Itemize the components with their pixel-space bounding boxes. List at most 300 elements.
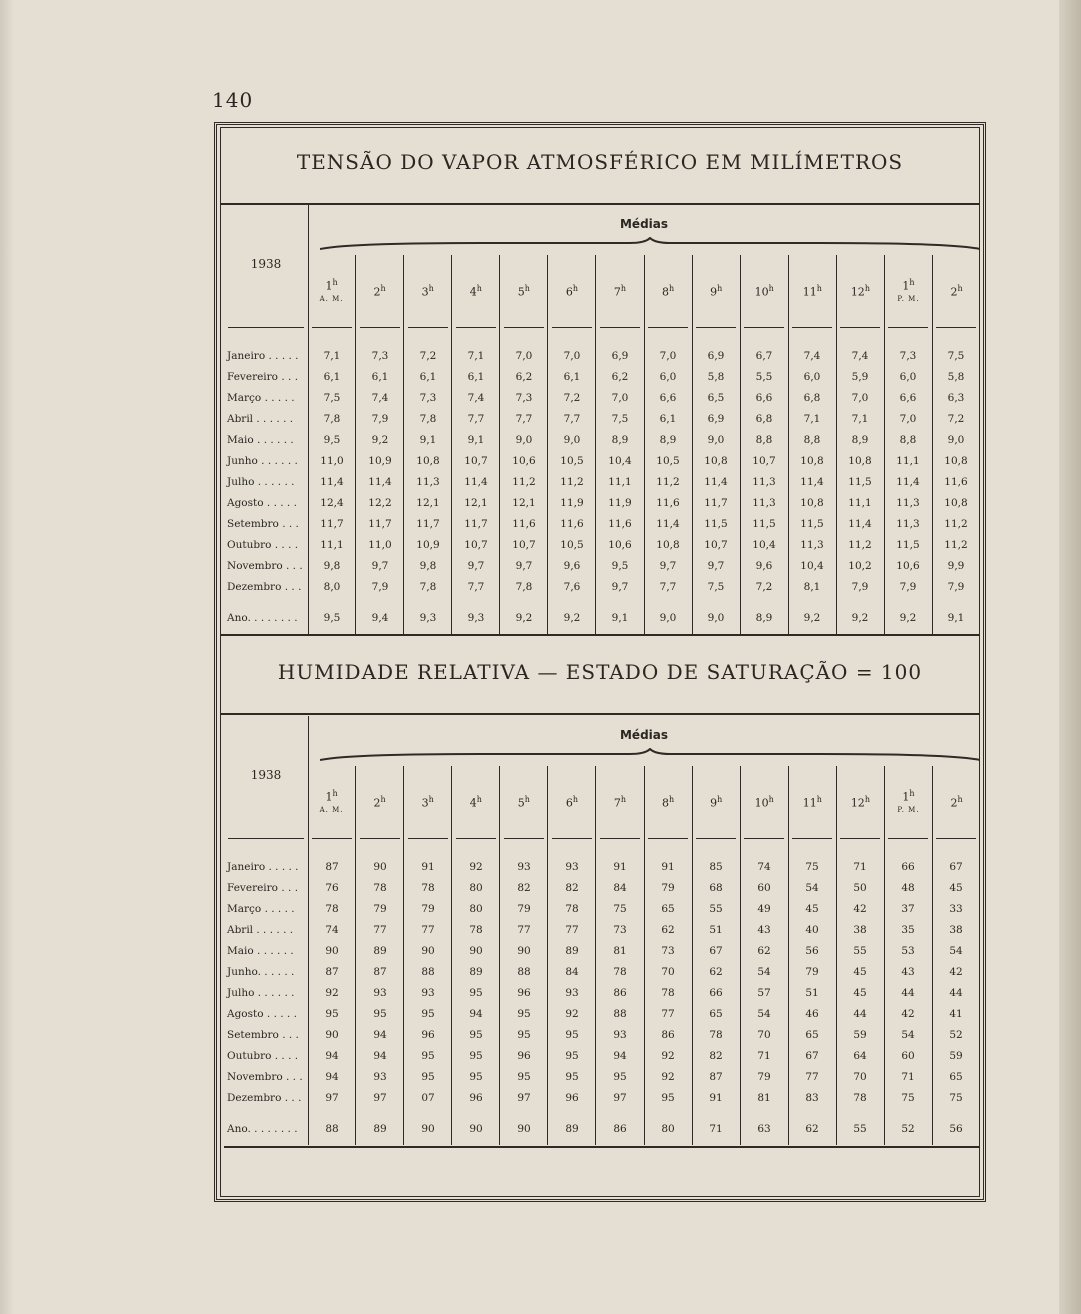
- ampm-marker: A. M.: [319, 294, 344, 303]
- table-cell: 87: [325, 860, 339, 873]
- month-label: Setembro . . .: [227, 517, 299, 530]
- table-cell: 6,1: [323, 370, 341, 383]
- table-cell: 8,8: [899, 433, 917, 446]
- table-cell: 77: [661, 1007, 675, 1020]
- table-cell: 6,8: [803, 391, 821, 404]
- table-cell: 80: [661, 1122, 675, 1135]
- hour-suffix: h: [816, 795, 822, 805]
- table-cell: 79: [661, 881, 675, 894]
- page-number: 140: [212, 88, 254, 112]
- underline-segment: [228, 327, 304, 328]
- table-cell: 8,9: [611, 433, 629, 446]
- table-cell: 9,2: [515, 611, 533, 624]
- table-row: [224, 366, 980, 387]
- row-values: [308, 1071, 980, 1083]
- table-cell: 12,1: [416, 496, 440, 509]
- table-cell: 9,6: [755, 559, 773, 572]
- table-cell: 68: [709, 881, 723, 894]
- row-values: [308, 518, 980, 530]
- table-cell: 11,5: [752, 517, 776, 530]
- table-cell: 77: [517, 923, 531, 936]
- table-cell: 83: [805, 1091, 819, 1104]
- hour-suffix: h: [524, 795, 530, 805]
- table-cell: 9,6: [563, 559, 581, 572]
- table-cell: 46: [805, 1007, 819, 1020]
- table-cell: 6,1: [467, 370, 485, 383]
- title-rule: [220, 713, 980, 715]
- table-cell: 7,0: [899, 412, 917, 425]
- table-cell: 10,8: [800, 454, 824, 467]
- table-row: [224, 408, 980, 429]
- table-cell: 75: [613, 902, 627, 915]
- hour-number: 1: [902, 790, 910, 804]
- table-cell: 11,5: [704, 517, 728, 530]
- table-cell: 6,1: [419, 370, 437, 383]
- table-cell: 12,1: [464, 496, 488, 509]
- table-cell: 9,3: [419, 611, 437, 624]
- hour-number: 11: [802, 796, 817, 810]
- table-cell: 65: [661, 902, 675, 915]
- table-cell: 82: [709, 1049, 723, 1062]
- hour-suffix: h: [380, 795, 386, 805]
- table-cell: 11,2: [848, 538, 872, 551]
- table-cell: 95: [517, 1028, 531, 1041]
- table-cell: 79: [373, 902, 387, 915]
- month-label: Julho . . . . . .: [227, 986, 295, 999]
- table-cell: 51: [805, 986, 819, 999]
- table-cell: 5,9: [851, 370, 869, 383]
- hour-number: 7: [613, 796, 621, 810]
- table-cell: 96: [517, 986, 531, 999]
- hour-number: 4: [469, 796, 477, 810]
- table-cell: 11,7: [416, 517, 440, 530]
- table-cell: 9,3: [467, 611, 485, 624]
- table-cell: 7,6: [563, 580, 581, 593]
- table-cell: 64: [853, 1049, 867, 1062]
- table-cell: 76: [325, 881, 339, 894]
- table-cell: 93: [517, 860, 531, 873]
- table-cell: 71: [709, 1122, 723, 1135]
- table-cell: 12,4: [320, 496, 344, 509]
- row-values: [308, 476, 980, 488]
- hour-number: 5: [517, 285, 525, 299]
- table-cell: 91: [421, 860, 435, 873]
- table-cell: 93: [421, 986, 435, 999]
- hour-number: 10: [754, 796, 769, 810]
- row-values: [308, 1029, 980, 1041]
- table-cell: 88: [325, 1122, 339, 1135]
- year-label: 1938: [250, 257, 282, 271]
- row-values: [308, 350, 980, 362]
- table-cell: 11,3: [896, 496, 920, 509]
- table-cell: 9,1: [611, 611, 629, 624]
- table-cell: 7,3: [371, 349, 389, 362]
- row-values: [308, 455, 980, 467]
- hour-suffix: h: [669, 795, 675, 805]
- table-cell: 7,8: [515, 580, 533, 593]
- table-body: [224, 345, 980, 628]
- month-label: Fevereiro . . .: [227, 881, 299, 894]
- table-cell: 10,8: [848, 454, 872, 467]
- table-cell: 96: [565, 1091, 579, 1104]
- row-values: [308, 924, 980, 936]
- table-cell: 62: [709, 965, 723, 978]
- table-cell: 7,1: [467, 349, 485, 362]
- table-cell: 9,0: [707, 433, 725, 446]
- table-cell: 77: [565, 923, 579, 936]
- table-cell: 10,7: [464, 538, 488, 551]
- table-cell: 9,0: [707, 611, 725, 624]
- table-cell: 52: [949, 1028, 963, 1041]
- table-cell: 66: [901, 860, 915, 873]
- table-cell: 9,5: [611, 559, 629, 572]
- table-cell: 96: [517, 1049, 531, 1062]
- section-rule: [220, 634, 980, 636]
- table-cell: 55: [853, 1122, 867, 1135]
- table-cell: 9,2: [851, 611, 869, 624]
- table-cell: 9,8: [323, 559, 341, 572]
- table-cell: 95: [469, 1049, 483, 1062]
- ampm-marker: P. M.: [897, 805, 920, 814]
- hour-number: 8: [662, 796, 669, 810]
- table-cell: 44: [853, 1007, 867, 1020]
- table-cell: 89: [373, 944, 387, 957]
- table-cell: 11,5: [896, 538, 920, 551]
- table-cell: 7,3: [515, 391, 533, 404]
- table-cell: 9,0: [563, 433, 581, 446]
- table-cell: 7,9: [851, 580, 869, 593]
- table-cell: 44: [901, 986, 915, 999]
- table-cell: 54: [757, 1007, 771, 1020]
- table-cell: 11,4: [896, 475, 920, 488]
- hour-number: 1: [325, 790, 333, 804]
- table-cell: 54: [901, 1028, 915, 1041]
- row-values: [308, 560, 980, 572]
- table-cell: 63: [757, 1122, 771, 1135]
- table-cell: 7,2: [419, 349, 437, 362]
- table-cell: 71: [757, 1049, 771, 1062]
- table-cell: 65: [805, 1028, 819, 1041]
- table-cell: 70: [661, 965, 675, 978]
- table-cell: 11,2: [560, 475, 584, 488]
- table-row: [224, 576, 980, 597]
- table-cell: 7,5: [707, 580, 725, 593]
- table-cell: 78: [661, 986, 675, 999]
- table-row: [224, 1066, 980, 1087]
- table-cell: 74: [325, 923, 339, 936]
- table-cell: 77: [373, 923, 387, 936]
- hour-number: 9: [710, 285, 718, 299]
- table-cell: 50: [853, 881, 867, 894]
- table-cell: 8,1: [803, 580, 821, 593]
- table-cell: 6,8: [755, 412, 773, 425]
- table-cell: 95: [373, 1007, 387, 1020]
- table-cell: 75: [805, 860, 819, 873]
- hour-suffix: h: [428, 284, 434, 294]
- table-cell: 9,4: [371, 611, 389, 624]
- table-cell: 11,0: [320, 454, 344, 467]
- table-cell: 96: [469, 1091, 483, 1104]
- table-cell: 10,5: [560, 454, 584, 467]
- table-cell: 95: [469, 986, 483, 999]
- table-cell: 93: [613, 1028, 627, 1041]
- row-values: [308, 612, 980, 624]
- table-cell: 42: [949, 965, 963, 978]
- table-cell: 82: [517, 881, 531, 894]
- table-cell: 7,3: [419, 391, 437, 404]
- month-label: Agosto . . . . .: [227, 496, 297, 509]
- hour-suffix: h: [380, 284, 386, 294]
- table-cell: 88: [613, 1007, 627, 1020]
- table-cell: 57: [757, 986, 771, 999]
- table-cell: 95: [613, 1070, 627, 1083]
- table-title-humidity: HUMIDADE RELATIVA — ESTADO DE SATURAÇÃO = 100: [277, 660, 923, 684]
- table-cell: 11,6: [560, 517, 584, 530]
- table-cell: 84: [613, 881, 627, 894]
- hour-suffix: h: [864, 284, 870, 294]
- table-cell: 94: [373, 1049, 387, 1062]
- table-cell: 79: [421, 902, 435, 915]
- table-cell: 11,1: [848, 496, 872, 509]
- table-cell: 7,4: [803, 349, 821, 362]
- table-cell: 7,7: [563, 412, 581, 425]
- table-cell: 81: [613, 944, 627, 957]
- table-cell: 51: [709, 923, 723, 936]
- table-cell: 60: [901, 1049, 915, 1062]
- table-cell: 66: [709, 986, 723, 999]
- table-cell: 78: [613, 965, 627, 978]
- hour-suffix: h: [768, 795, 774, 805]
- table-cell: 9,2: [899, 611, 917, 624]
- table-cell: 95: [421, 1049, 435, 1062]
- hour-number: 2: [373, 796, 381, 810]
- table-cell: 8,0: [323, 580, 341, 593]
- table-cell: 10,2: [848, 559, 872, 572]
- table-cell: 11,2: [512, 475, 536, 488]
- table-cell: 62: [805, 1122, 819, 1135]
- table-cell: 7,8: [419, 580, 437, 593]
- table-cell: 35: [901, 923, 915, 936]
- table-cell: 78: [373, 881, 387, 894]
- row-values: [308, 1008, 980, 1020]
- table-cell: 7,1: [803, 412, 821, 425]
- month-label: Ano. . . . . . . .: [227, 611, 298, 624]
- month-label: Dezembro . . .: [227, 580, 302, 593]
- hour-suffix: h: [957, 284, 963, 294]
- table-cell: 80: [469, 881, 483, 894]
- table-cell: 11,7: [368, 517, 392, 530]
- table-cell: 10,5: [656, 454, 680, 467]
- table-cell: 52: [901, 1122, 915, 1135]
- month-label: Maio . . . . . .: [227, 433, 294, 446]
- hour-suffix: h: [476, 795, 482, 805]
- table-cell: 95: [421, 1007, 435, 1020]
- table-cell: 6,3: [947, 391, 965, 404]
- table-cell: 7,4: [467, 391, 485, 404]
- table-cell: 10,8: [800, 496, 824, 509]
- table-cell: 8,8: [755, 433, 773, 446]
- table-cell: 11,4: [800, 475, 824, 488]
- table-cell: 7,5: [947, 349, 965, 362]
- row-values: [308, 581, 980, 593]
- month-label: Fevereiro . . .: [227, 370, 299, 383]
- table-cell: 11,7: [320, 517, 344, 530]
- hour-number: 3: [421, 285, 429, 299]
- month-label: Novembro . . .: [227, 559, 303, 572]
- table-cell: 10,8: [656, 538, 680, 551]
- table-cell: 7,2: [947, 412, 965, 425]
- table-cell: 97: [517, 1091, 531, 1104]
- table-cell: 7,0: [515, 349, 533, 362]
- table-cell: 48: [901, 881, 915, 894]
- row-values: [308, 945, 980, 957]
- table-cell: 10,7: [704, 538, 728, 551]
- ampm-marker: P. M.: [897, 294, 920, 303]
- relative-humidity-table: [224, 716, 980, 1145]
- table-cell: 94: [613, 1049, 627, 1062]
- table-cell: 78: [325, 902, 339, 915]
- table-row: [224, 919, 980, 940]
- row-values: [308, 413, 980, 425]
- table-cell: 56: [949, 1122, 963, 1135]
- table-cell: 9,7: [467, 559, 485, 572]
- hour-suffix: h: [428, 795, 434, 805]
- table-row: [224, 450, 980, 471]
- table-cell: 6,0: [659, 370, 677, 383]
- table-cell: 59: [949, 1049, 963, 1062]
- hour-suffix: h: [332, 278, 338, 288]
- table-cell: 11,0: [368, 538, 392, 551]
- table-row: [224, 961, 980, 982]
- table-cell: 89: [565, 1122, 579, 1135]
- table-cell: 78: [709, 1028, 723, 1041]
- table-cell: 6,7: [755, 349, 773, 362]
- table-title-vapor: TENSÃO DO VAPOR ATMOSFÉRICO EM MILÍMETROS: [296, 150, 904, 174]
- hour-suffix: h: [864, 795, 870, 805]
- hour-suffix: h: [669, 284, 675, 294]
- table-cell: 7,5: [611, 412, 629, 425]
- table-cell: 6,9: [707, 412, 725, 425]
- table-cell: 90: [517, 944, 531, 957]
- hour-number: 9: [710, 796, 718, 810]
- table-cell: 93: [565, 986, 579, 999]
- table-cell: 6,2: [611, 370, 629, 383]
- hour-suffix: h: [524, 284, 530, 294]
- table-row: [224, 429, 980, 450]
- table-cell: 10,4: [608, 454, 632, 467]
- hour-suffix: h: [768, 284, 774, 294]
- brace-icon: [320, 748, 980, 762]
- table-cell: 96: [421, 1028, 435, 1041]
- table-row: [224, 492, 980, 513]
- table-cell: 11,6: [656, 496, 680, 509]
- table-cell: 7,7: [467, 580, 485, 593]
- hour-number: 6: [565, 796, 573, 810]
- table-cell: 7,9: [371, 412, 389, 425]
- table-cell: 86: [661, 1028, 675, 1041]
- table-cell: 62: [757, 944, 771, 957]
- table-cell: 7,1: [851, 412, 869, 425]
- hour-suffix: h: [717, 284, 723, 294]
- table-cell: 7,9: [947, 580, 965, 593]
- hour-suffix: h: [332, 789, 338, 799]
- hour-number: 5: [517, 796, 525, 810]
- medias-heading: Médias: [619, 217, 669, 231]
- month-label: Abril . . . . . .: [227, 923, 294, 936]
- table-cell: 94: [325, 1049, 339, 1062]
- medias-heading: Médias: [619, 728, 669, 742]
- table-cell: 55: [853, 944, 867, 957]
- month-label: Ano. . . . . . . .: [227, 1122, 298, 1135]
- table-row: [224, 1118, 980, 1139]
- table-cell: 11,9: [560, 496, 584, 509]
- vapor-pressure-table: [224, 205, 980, 634]
- table-cell: 93: [565, 860, 579, 873]
- table-cell: 10,6: [512, 454, 536, 467]
- month-label: Julho . . . . . .: [227, 475, 295, 488]
- table-cell: 10,6: [896, 559, 920, 572]
- table-cell: 7,7: [467, 412, 485, 425]
- table-cell: 88: [421, 965, 435, 978]
- table-cell: 9,5: [323, 611, 341, 624]
- table-cell: 9,2: [563, 611, 581, 624]
- table-cell: 90: [325, 944, 339, 957]
- table-cell: 7,4: [371, 391, 389, 404]
- table-cell: 49: [757, 902, 771, 915]
- table-cell: 90: [421, 1122, 435, 1135]
- table-cell: 90: [325, 1028, 339, 1041]
- table-row: [224, 982, 980, 1003]
- table-cell: 86: [613, 1122, 627, 1135]
- table-cell: 43: [901, 965, 915, 978]
- row-values: [308, 903, 980, 915]
- table-cell: 65: [709, 1007, 723, 1020]
- table-cell: 78: [565, 902, 579, 915]
- table-cell: 91: [661, 860, 675, 873]
- row-values: [308, 1050, 980, 1062]
- table-cell: 92: [661, 1070, 675, 1083]
- hour-suffix: h: [620, 795, 627, 805]
- table-cell: 95: [517, 1070, 531, 1083]
- table-cell: 79: [757, 1070, 771, 1083]
- table-cell: 11,1: [320, 538, 344, 551]
- table-cell: 8,9: [755, 611, 773, 624]
- table-cell: 11,7: [464, 517, 488, 530]
- table-cell: 6,6: [659, 391, 677, 404]
- table-cell: 73: [613, 923, 627, 936]
- table-cell: 41: [949, 1007, 963, 1020]
- table-cell: 78: [853, 1091, 867, 1104]
- table-cell: 10,8: [944, 454, 968, 467]
- table-cell: 7,0: [851, 391, 869, 404]
- table-cell: 11,4: [848, 517, 872, 530]
- row-values: [308, 1123, 980, 1135]
- table-cell: 11,3: [800, 538, 824, 551]
- table-cell: 6,1: [659, 412, 677, 425]
- table-cell: 11,5: [848, 475, 872, 488]
- month-label: Agosto . . . . .: [227, 1007, 297, 1020]
- hour-number: 1: [325, 279, 333, 293]
- row-values: [308, 392, 980, 404]
- table-cell: 79: [517, 902, 531, 915]
- table-cell: 95: [565, 1028, 579, 1041]
- table-cell: 7,0: [659, 349, 677, 362]
- table-cell: 77: [805, 1070, 819, 1083]
- table-cell: 67: [709, 944, 723, 957]
- hour-number: 4: [469, 285, 477, 299]
- table-row: [224, 555, 980, 576]
- table-cell: 11,6: [608, 517, 632, 530]
